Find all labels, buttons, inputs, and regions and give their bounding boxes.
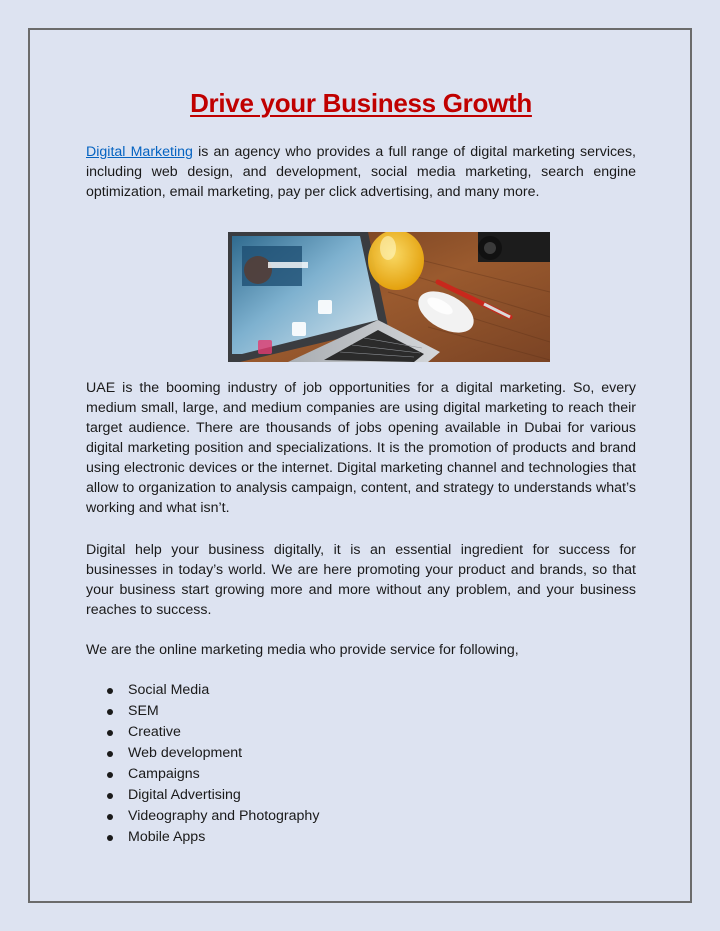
list-item: Mobile Apps (86, 827, 636, 848)
list-item: Web development (86, 743, 636, 764)
list-item: Social Media (86, 680, 636, 701)
bullet-icon (107, 835, 113, 841)
list-item: Creative (86, 722, 636, 743)
list-item: SEM (86, 701, 636, 722)
bullet-icon (107, 709, 113, 715)
bullet-icon (107, 793, 113, 799)
list-item: Videography and Photography (86, 806, 636, 827)
bullet-icon (107, 814, 113, 820)
bullet-icon (107, 772, 113, 778)
paragraph-digital-help: Digital help your business digitally, it is an essential ingredient for success for businesses in today’s world. We are here promoting your product and brands, so that your business start growing more and more without any problem, and your business reaches to success. (86, 542, 636, 618)
page-title: Drive your Business Growth (190, 88, 532, 118)
list-item: Digital Advertising (86, 785, 636, 806)
bullet-icon (107, 730, 113, 736)
paragraph-uae: UAE is the booming industry of job opportunities for a digital marketing. So, every medium small, large, and medium companies are using digital marketing to reach their target audience. There are thousands of jobs opening available in Dubai for various digital marketing position and specializations. It is the promotion of products and brand using electronic devices or the internet. Digital marketing channel and technologies that allow to organization to analysis campaign, content, and strategy to understands what’s working and what isn’t. (86, 380, 636, 516)
bullet-icon (107, 751, 113, 757)
document-page (28, 28, 692, 903)
photo-illustration (228, 232, 550, 362)
intro-paragraph (86, 142, 636, 202)
bullet-icon (107, 688, 113, 694)
intro-text: is an agency who provides a full range of digital marketing services, including web design, and development, social media marketing, search engine optimization, email marketing, pay per click advertising, and many more. (86, 144, 636, 200)
list-item: Campaigns (86, 764, 636, 785)
services-list (86, 680, 636, 848)
digital-marketing-link[interactable]: Digital Marketing (86, 144, 193, 160)
paragraph-services-intro: We are the online marketing media who provide service for following, (86, 642, 519, 658)
laptop-desk-photo (228, 232, 550, 362)
